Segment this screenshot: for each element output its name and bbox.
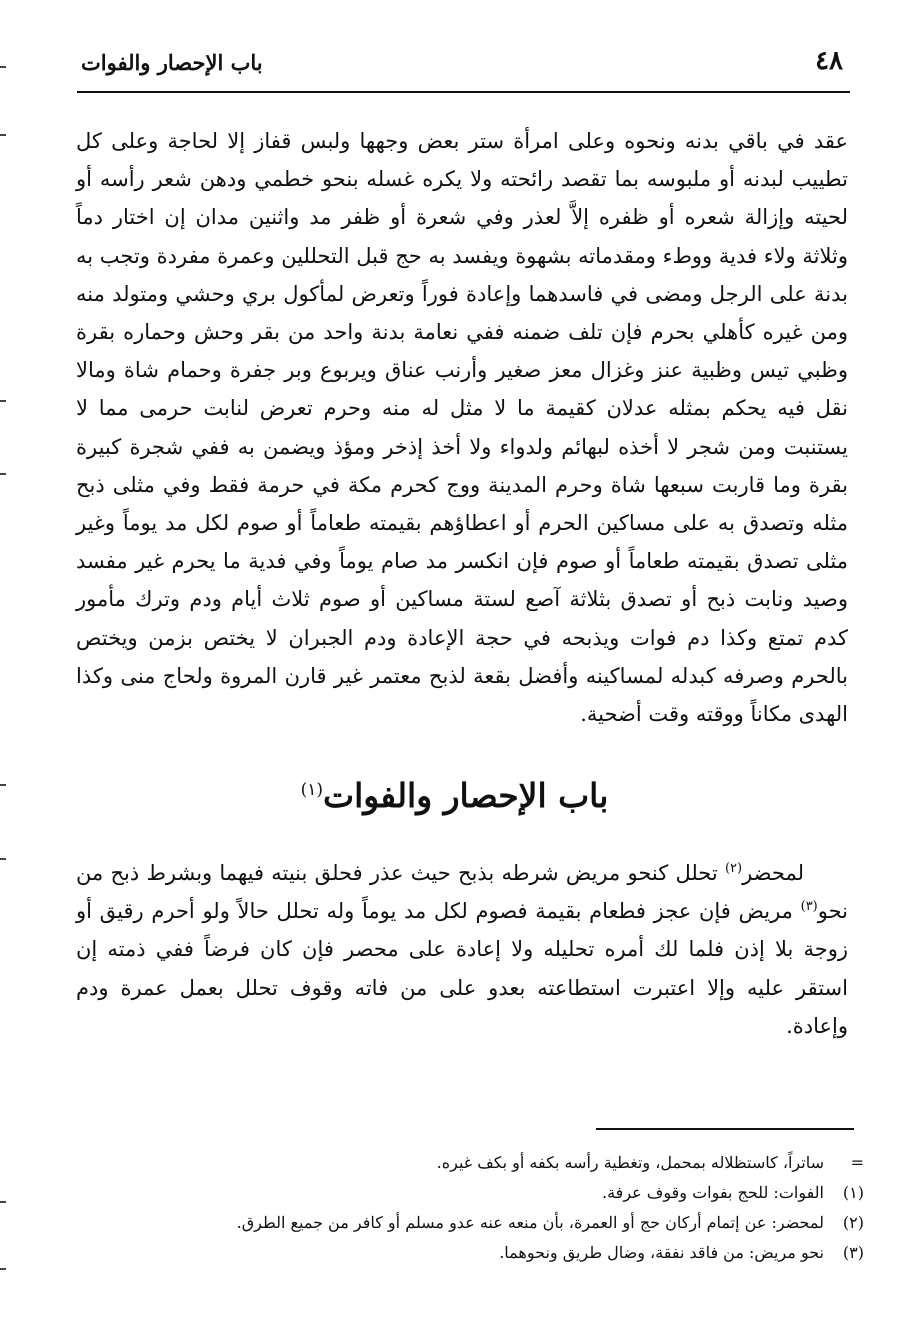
scan-edge-mark bbox=[0, 134, 6, 136]
section-body bbox=[76, 854, 848, 1045]
scan-edge-mark bbox=[0, 1268, 6, 1270]
main-paragraph: عقد في باقي بدنه ونحوه وعلى امرأة ستر بعض وجهها ولبس قفاز إلا لحاجة وعلى كل تطييب لبدنه أو ملبوسه بما تقصد رائحته ولا يكره غسله بنحو خطمي ودهن شعر رأسه أو لحيته وإزالة شعره أو ظفره إلاَّ لعذر وفي شعرة أو ظفر مد واثنين مدان إن اختار دماً وثلاثة ولاء فدية ووطء ومقدماته بشهوة ويفسد به حج قبل التحللين وعمرة مفردة وتجب به بدنة على الرجل ومضى في فاسدهما وإعادة فوراً وتعرض لمأكول بري وحشي ومتولد منه ومن غيره كأهلي بحرم فإن تلف ضمنه ففي نعامة بدنة واحد من بقر وحش وحماره بقرة وظبي تيس وظبية عنز وغزال معز صغير وأرنب عناق ويربوع وبر جفرة وحمام شاة ومالا نقل فيه يحكم بمثله عدلان كقيمة ما لا مثل له منه وحرم تعرض لنابت حرمى مما لا يستنبت ومن شجر لا أخذه لبهائم ولدواء ولا أخذ إذخر ومؤذ ويضمن به ففي شجرة كبيرة بقرة وما قاربت سبعها شاة وحرم المدينة ووج كحرم مكة في حرمة فقط وفي مثلى ذبح مثله وتصدق به على مساكين الحرم أو اعطاؤهم بقيمته طعاماً أو صوم لكل مد يوماً وغير مثلى تصدق بقيمته طعاماً أو صوم فإن انكسر مد صام يوماً وفي فدية ما يحرم غير مفسد وصيد ونابت ذبح أو تصدق بثلاثة آصع لستة مساكين أو صوم ثلاث أيام ودم وترك مأمور كدم تمتع وكذا دم فوات ويذبحه في حجة الإعادة ودم الجبران لا يختص بزمن ويختص بالحرم وصرفه كبدله لمساكينه وأفضل بقعة لذبح معتمر غير قارن المروة ولحاج منى وكذا الهدى مكاناً ووقته وقت أضحية. bbox=[76, 129, 848, 727]
section-text-part-3: مريض فإن عجز فطعام بقيمة فصوم لكل مد يوماً وله تحلل حالاً ولو أحرم رقيق أو زوجة بلا إذن فلما لك أمره تحليله ولا إعادة على محصر فإن كان فرضاً ففي ذمته إن استقر عليه وإلا اعتبرت استطاعته بعدو على من فاته وقوف تحلل بعمل عمرة ودم وإعادة. bbox=[76, 899, 848, 1038]
footnotes bbox=[150, 1148, 864, 1268]
footnote-1 bbox=[150, 1178, 864, 1208]
footnote-3 bbox=[150, 1238, 864, 1268]
footnote-text: الفوات: للحج بفوات وقوف عرفة. bbox=[602, 1183, 824, 1202]
footnote-mark: (٢) bbox=[842, 1213, 864, 1232]
footnote-mark: (٣) bbox=[842, 1243, 864, 1262]
scan-edge-mark bbox=[0, 473, 6, 475]
section-heading-footnote-ref: (١) bbox=[300, 780, 323, 800]
scan-edge-mark bbox=[0, 1201, 6, 1203]
footnote-separator bbox=[596, 1128, 854, 1130]
footnote-ref-3: (٣) bbox=[800, 899, 818, 915]
section-text-part-2: تحلل كنحو مريض شرطه بذبح حيث عذر فحلق بنيته فيهما وبشرط ذبح من نحو bbox=[76, 861, 848, 924]
footnote-text: نحو مريض: من فاقد نفقة، وضال طريق ونحوهما. bbox=[499, 1243, 824, 1262]
section-heading-text: باب الإحصار والفوات bbox=[323, 776, 609, 815]
footnote-mark: (١) bbox=[842, 1183, 864, 1202]
page-number: ٤٨ bbox=[815, 46, 843, 76]
section-paragraph bbox=[76, 854, 848, 1045]
scan-edge-mark bbox=[0, 66, 6, 68]
page-header bbox=[77, 46, 847, 80]
running-title: باب الإحصار والفوات bbox=[81, 50, 263, 75]
footnote-ref-2: (٢) bbox=[724, 861, 743, 876]
footnote-text: ساتراً، كاستظلاله بمحمل، وتغطية رأسه بكفه أو بكف غيره. bbox=[436, 1153, 824, 1172]
footnote-continuation bbox=[150, 1148, 864, 1178]
header-rule bbox=[77, 91, 850, 93]
footnote-mark: = bbox=[850, 1153, 864, 1172]
footnote-2 bbox=[150, 1208, 864, 1238]
section-text-part-1: لمحضر bbox=[742, 861, 804, 885]
scan-edge-mark bbox=[0, 784, 6, 786]
footnote-text: لمحضر: عن إتمام أركان حج أو العمرة، بأن منعه عنه عدو مسلم أو كافر من جميع الطرق. bbox=[236, 1213, 824, 1232]
scan-edge-mark bbox=[0, 858, 6, 860]
section-heading bbox=[0, 776, 909, 815]
scan-edge-mark bbox=[0, 400, 6, 402]
